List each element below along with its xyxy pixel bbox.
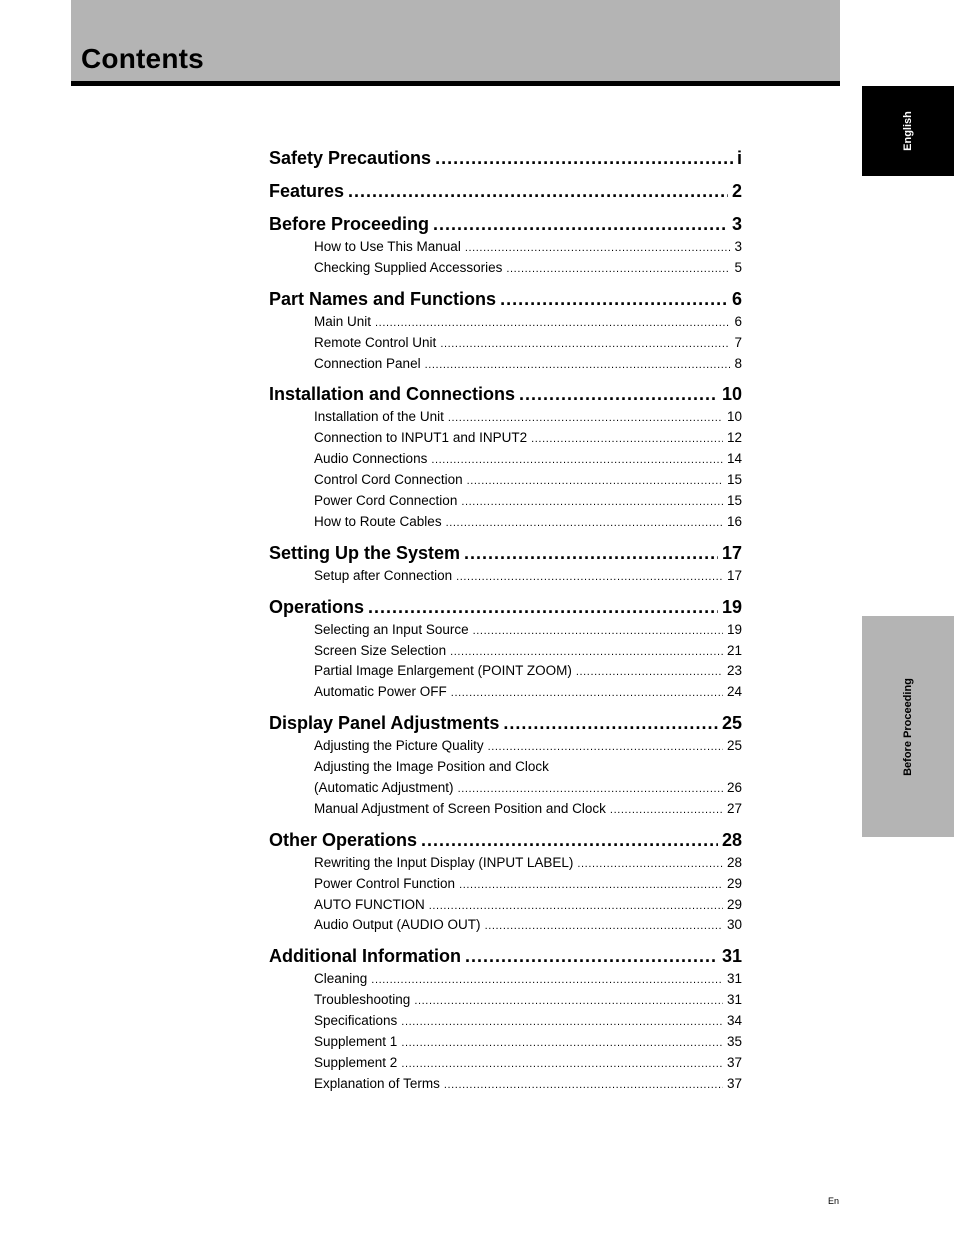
toc-section-entry[interactable] — [269, 211, 742, 237]
toc-item-title: How to Use This Manual — [314, 239, 461, 254]
dot-leader — [577, 854, 723, 875]
dot-leader — [451, 683, 723, 704]
header-rule — [71, 81, 840, 86]
toc-item[interactable] — [269, 799, 742, 820]
toc-section — [269, 178, 742, 204]
toc-item[interactable] — [269, 778, 742, 799]
toc-section-title: Additional Information — [269, 946, 461, 967]
toc-item-page: 31 — [726, 992, 742, 1008]
dot-leader — [506, 259, 730, 280]
toc-item[interactable] — [269, 470, 742, 491]
toc-item-title: Adjusting the Picture Quality — [314, 738, 484, 754]
toc-section-entry[interactable] — [269, 145, 742, 171]
toc-item-page: 3 — [734, 239, 742, 254]
toc-section-title: Features — [269, 181, 345, 201]
dot-leader — [421, 827, 718, 853]
toc-item-title: Audio Connections — [314, 451, 428, 467]
toc-item-title: Explanation of Terms — [314, 1075, 440, 1091]
dot-leader — [500, 286, 728, 312]
toc-item-page: 6 — [734, 313, 742, 329]
toc-item-page: 17 — [726, 567, 742, 583]
toc-item-title: Installation of the Unit — [314, 409, 444, 425]
dot-leader — [401, 1033, 723, 1054]
toc-item[interactable] — [269, 915, 742, 936]
toc-section-title: Setting Up the System — [269, 542, 461, 563]
toc-item[interactable] — [269, 895, 742, 916]
toc-section-page: 19 — [721, 596, 742, 617]
dot-leader — [435, 145, 733, 171]
toc-section — [269, 594, 742, 704]
dot-leader — [456, 567, 723, 588]
toc-item-title: Audio Output (AUDIO OUT) — [314, 917, 481, 933]
toc-item-page: 14 — [726, 451, 742, 467]
toc-item-title: Manual Adjustment of Screen Position and Clock — [314, 800, 606, 816]
dot-leader — [429, 896, 723, 917]
toc-section-page: 28 — [721, 829, 742, 850]
toc-section — [269, 286, 742, 375]
dot-leader — [450, 642, 723, 663]
section-spacer — [269, 820, 742, 827]
toc-item-page: 26 — [726, 780, 742, 796]
toc-item[interactable] — [269, 990, 742, 1011]
toc-item[interactable] — [269, 1011, 742, 1032]
toc-section-page: 3 — [731, 214, 742, 234]
toc-section-page: 31 — [721, 946, 742, 967]
toc-item[interactable] — [269, 407, 742, 428]
toc-section — [269, 827, 742, 937]
toc-item[interactable] — [269, 237, 742, 258]
toc-section-entry[interactable] — [269, 286, 742, 312]
toc-item[interactable] — [269, 969, 742, 990]
language-tab-label: English — [902, 111, 914, 151]
toc-section-title: Other Operations — [269, 829, 418, 850]
toc-section-title: Display Panel Adjustments — [269, 713, 500, 734]
toc-item-page: 37 — [726, 1075, 742, 1091]
dot-leader — [401, 1012, 723, 1033]
toc-item-page: 5 — [734, 259, 742, 275]
toc-item[interactable] — [269, 641, 742, 662]
toc-section — [269, 943, 742, 1094]
toc-item[interactable] — [269, 491, 742, 512]
toc-section — [269, 710, 742, 820]
toc-section — [269, 145, 742, 171]
toc-item[interactable] — [269, 682, 742, 703]
dot-leader — [519, 381, 718, 407]
toc-item-title: Cleaning — [314, 971, 368, 987]
toc-item-title: Troubleshooting — [314, 992, 411, 1008]
toc-item[interactable] — [269, 312, 742, 333]
toc-section-page: 6 — [731, 288, 742, 309]
toc-section-entry[interactable] — [269, 594, 742, 620]
dot-leader — [459, 875, 723, 896]
dot-leader — [461, 492, 723, 513]
table-of-contents — [269, 145, 742, 1095]
toc-item[interactable] — [269, 354, 742, 375]
toc-item-title: Selecting an Input Source — [314, 621, 469, 637]
toc-item[interactable] — [269, 1053, 742, 1074]
dot-leader — [440, 334, 730, 355]
dot-leader — [465, 238, 731, 259]
dot-leader — [467, 471, 723, 492]
toc-section-title: Installation and Connections — [269, 384, 516, 405]
toc-item[interactable] — [269, 874, 742, 895]
toc-item-title: Screen Size Selection — [314, 642, 447, 658]
toc-item-page: 12 — [726, 430, 742, 446]
dot-leader — [431, 450, 723, 471]
dot-leader — [444, 1075, 723, 1096]
toc-section-page: 25 — [721, 713, 742, 734]
toc-section-entry[interactable] — [269, 943, 742, 969]
toc-section-entry[interactable] — [269, 178, 742, 204]
dot-leader — [348, 178, 728, 204]
toc-item-title: Adjusting the Image Position and Clock — [314, 759, 549, 775]
toc-item-title: Main Unit — [314, 313, 372, 329]
dot-leader — [371, 970, 723, 991]
toc-item-title: Control Cord Connection — [314, 472, 463, 488]
toc-item-title: Remote Control Unit — [314, 334, 437, 350]
toc-item-page: 29 — [726, 896, 742, 912]
dot-leader — [576, 662, 723, 683]
toc-item-page: 16 — [726, 513, 742, 529]
toc-section-entry[interactable] — [269, 540, 742, 566]
dot-leader — [488, 737, 723, 758]
section-spacer — [269, 279, 742, 286]
toc-item[interactable] — [269, 1074, 742, 1095]
dot-leader — [425, 355, 731, 376]
toc-section-page: 17 — [721, 542, 742, 563]
toc-item-page: 27 — [726, 800, 742, 816]
dot-leader — [531, 429, 723, 450]
toc-item-title: Power Cord Connection — [314, 493, 458, 509]
section-spacer — [269, 703, 742, 710]
toc-item[interactable] — [269, 661, 742, 682]
section-tab — [862, 616, 954, 837]
toc-item[interactable] — [269, 428, 742, 449]
toc-item[interactable] — [269, 566, 742, 587]
toc-item[interactable] — [269, 449, 742, 470]
section-spacer — [269, 533, 742, 540]
toc-item-title: Connection to INPUT1 and INPUT2 — [314, 430, 528, 446]
toc-section-entry[interactable] — [269, 827, 742, 853]
toc-item-page: 15 — [726, 472, 742, 488]
section-spacer — [269, 587, 742, 594]
toc-section — [269, 211, 742, 279]
toc-item-page: 28 — [726, 854, 742, 870]
dot-leader — [485, 916, 723, 937]
toc-section-title: Before Proceeding — [269, 214, 430, 234]
dot-leader — [464, 540, 718, 566]
toc-section-page: i — [736, 148, 742, 168]
toc-section — [269, 381, 742, 532]
toc-item-page: 34 — [726, 1013, 742, 1029]
language-tab — [862, 86, 954, 176]
dot-leader — [503, 710, 718, 736]
toc-item-title: Specifications — [314, 1013, 398, 1029]
toc-item-title: AUTO FUNCTION — [314, 896, 425, 912]
toc-item-page: 37 — [726, 1054, 742, 1070]
dot-leader — [465, 943, 718, 969]
toc-item-page: 35 — [726, 1034, 742, 1050]
toc-item-title: Supplement 2 — [314, 1054, 398, 1070]
toc-item[interactable] — [269, 853, 742, 874]
toc-item-title: Automatic Power OFF — [314, 684, 447, 700]
toc-section-entry[interactable] — [269, 710, 742, 736]
toc-item-title: How to Route Cables — [314, 513, 442, 529]
section-spacer — [269, 936, 742, 943]
toc-section — [269, 540, 742, 587]
toc-section-title: Part Names and Functions — [269, 288, 497, 309]
toc-item-page: 7 — [734, 334, 742, 350]
toc-item[interactable] — [269, 512, 742, 533]
toc-item-page: 21 — [726, 642, 742, 658]
toc-item-page: 24 — [726, 684, 742, 700]
toc-section-title: Safety Precautions — [269, 148, 432, 168]
section-tab-label: Before Proceeding — [902, 677, 914, 776]
toc-item[interactable] — [269, 736, 742, 757]
toc-item[interactable] — [269, 757, 742, 778]
dot-leader — [368, 594, 718, 620]
toc-item[interactable] — [269, 258, 742, 279]
toc-item-title: Setup after Connection — [314, 567, 453, 583]
toc-item-page: 29 — [726, 875, 742, 891]
page-title: Contents — [81, 43, 204, 74]
dot-leader — [458, 779, 723, 800]
toc-item[interactable] — [269, 1032, 742, 1053]
toc-item-title: Checking Supplied Accessories — [314, 259, 503, 275]
toc-item-title: Partial Image Enlargement (POINT ZOOM) — [314, 663, 572, 679]
section-spacer — [269, 374, 742, 381]
section-spacer — [269, 204, 742, 211]
language-mark: En — [828, 1196, 840, 1206]
dot-leader — [414, 991, 723, 1012]
toc-item[interactable] — [269, 620, 742, 641]
dot-leader — [473, 621, 723, 642]
toc-item-title: (Automatic Adjustment) — [314, 780, 454, 796]
toc-item-title: Connection Panel — [314, 355, 421, 371]
dot-leader — [610, 800, 723, 821]
toc-item-page: 25 — [726, 738, 742, 754]
toc-item-title: Power Control Function — [314, 875, 456, 891]
toc-item-page: 15 — [726, 493, 742, 509]
toc-section-page: 2 — [731, 181, 742, 201]
toc-item-title: Rewriting the Input Display (INPUT LABEL) — [314, 854, 574, 870]
toc-section-page: 10 — [721, 384, 742, 405]
dot-leader — [375, 313, 730, 334]
toc-item-page: 31 — [726, 971, 742, 987]
toc-item-page: 19 — [726, 621, 742, 637]
toc-item-page: 8 — [734, 355, 742, 371]
toc-section-title: Operations — [269, 596, 365, 617]
toc-item-page: 10 — [726, 409, 742, 425]
dot-leader — [433, 211, 728, 237]
dot-leader — [448, 408, 723, 429]
section-spacer — [269, 171, 742, 178]
toc-section-entry[interactable] — [269, 381, 742, 407]
toc-item[interactable] — [269, 333, 742, 354]
toc-item-page: 30 — [726, 917, 742, 933]
dot-leader — [401, 1054, 723, 1075]
toc-item-title: Supplement 1 — [314, 1034, 398, 1050]
toc-item-page: 23 — [726, 663, 742, 679]
dot-leader — [446, 513, 723, 534]
